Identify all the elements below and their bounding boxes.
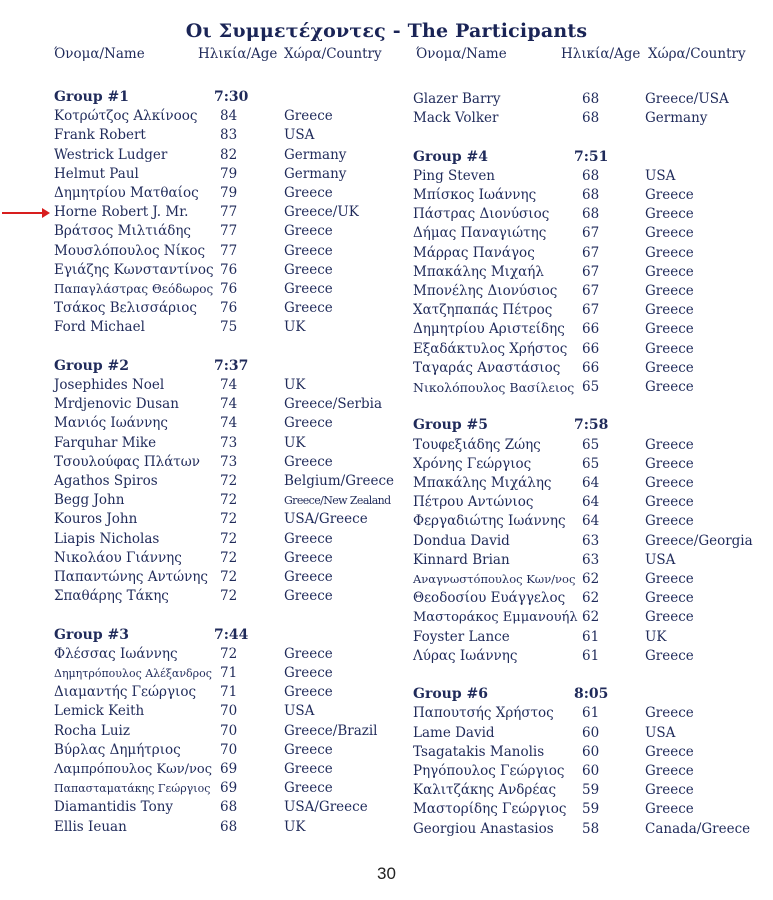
participant-age: 62 [582,609,600,626]
participant-name: Agathos Spiros [54,473,158,489]
participant-country: Greece [284,588,333,605]
participant-name: Μαστοράκος Εμμανουήλ [413,610,578,626]
participant-age: 61 [582,647,600,664]
participant-name: Kinnard Brian [413,551,510,568]
participant-country: Greece [645,590,694,607]
participant-age: 68 [582,187,600,203]
page-title: Οι Συμμετέχοντες - The Participants [185,20,588,42]
participant-country: Greece [284,741,333,758]
participant-age: 58 [582,820,600,837]
participant-age: 61 [582,628,600,645]
participant-country: Greece/New Zealand [284,494,391,508]
participant-age: 72 [220,645,238,662]
participant-name: Μανιός Ιωάννης [54,415,168,432]
participant-age: 71 [220,665,238,681]
participant-age: 72 [220,473,238,489]
participant-age: 72 [220,492,238,509]
participant-name: Νικολόπουλος Βασίλειος [413,380,575,395]
participant-country: Germany [284,146,347,163]
participant-country: Greece [284,665,333,681]
participant-name: Δημητρίου Αριστείδης [413,321,565,338]
group-name: Group #4 [413,148,488,165]
participant-country: Greece [284,569,333,585]
participant-age: 67 [582,263,600,280]
participant-country: UK [645,628,667,645]
participant-country: USA [645,551,676,568]
participant-age: 72 [220,530,238,547]
participant-name: Τουφεξιάδης Ζώης [413,436,541,453]
participant-name: Frank Robert [54,127,146,144]
participant-country: UK [284,818,306,835]
participant-country: Greece [284,415,333,432]
participant-name: Μουσλόπουλος Νίκος [54,242,206,259]
participant-name: Μπονέλης Διονύσιος [413,283,558,299]
participant-country: Greece [645,206,694,223]
participant-age: 70 [220,722,238,739]
participant-age: 67 [582,302,600,319]
participant-country: Greece [284,645,333,662]
participant-name: Georgiou Anastasios [413,820,554,837]
participant-country: USA [645,167,676,184]
participant-name: Κοτρώτζος Αλκίνοος [54,108,198,125]
participant-name: Mack Volker [413,110,499,127]
participant-age: 72 [220,588,238,605]
participant-age: 74 [220,415,238,432]
participant-age: 65 [582,455,600,472]
participant-country: Greece [645,340,694,357]
participant-country: Greece [645,244,694,261]
participant-country: Greece [284,453,333,470]
participant-age: 76 [220,300,238,317]
participant-name: Πέτρου Αντώνιος [413,494,534,511]
participant-name: Ford Michael [54,319,145,336]
participant-name: Foyster Lance [413,628,510,645]
participant-age: 72 [220,569,238,585]
participant-age: 68 [220,799,238,816]
participant-age: 68 [582,167,600,184]
participant-name: Φλέσσας Ιωάννης [54,645,178,662]
participant-name: Παπασταματάκης Γεώργιος [54,782,211,796]
participant-age: 84 [220,108,238,125]
participant-country: Greece [284,684,333,701]
participant-age: 71 [220,684,238,701]
participant-country: Greece [645,359,694,376]
header-country-right: Χώρα/Country [648,46,746,62]
participant-age: 62 [582,571,600,587]
participant-name: Δήμας Παναγιώτης [413,225,547,242]
participant-name: Mrdjenovic Dusan [54,396,179,413]
header-age-right: Ηλικία/Age [561,46,641,62]
participant-country: Greece [284,223,333,240]
participant-country: Greece [645,763,694,779]
participant-age: 73 [220,434,238,451]
participant-country: UK [284,377,306,393]
group-start-time: 7:37 [214,357,249,374]
participant-name: Diamantidis Tony [54,799,174,816]
participant-country: Greece [284,185,333,201]
participant-country: Greece [284,242,333,259]
participant-country: Greece [645,475,694,491]
participant-age: 77 [220,223,238,240]
participant-country: Greece [284,761,333,777]
participant-name: Farquhar Mike [54,434,157,451]
participant-country: Greece [645,782,694,799]
participant-country: Greece [645,513,694,530]
group-name: Group #6 [413,686,488,703]
participant-country: Greece [645,187,694,203]
participant-age: 75 [220,319,238,336]
participant-age: 83 [220,127,238,144]
participant-name: Liapis Nicholas [54,530,160,547]
participant-age: 60 [582,743,600,760]
participant-age: 68 [220,818,238,835]
participant-country: Greece [284,530,333,547]
participant-name: Μαστορίδης Γεώργιος [413,801,567,818]
pointer-arrow-icon [2,205,50,221]
participant-name: Χατζηπαπάς Πέτρος [413,302,553,319]
group-start-time: 7:58 [574,417,609,434]
participant-name: Ταγαράς Αναστάσιος [413,359,561,376]
participant-country: Canada/Greece [645,820,751,837]
group-start-time: 7:51 [574,148,609,165]
participant-age: 74 [220,396,238,413]
participant-age: 76 [220,261,238,278]
participant-country: Greece [645,705,694,722]
participant-name: Μάρρας Πανάγος [413,244,535,261]
participant-age: 74 [220,377,238,393]
participant-age: 69 [220,761,238,777]
participant-name: Λύρας Ιωάννης [413,647,518,664]
participant-name: Θεοδοσίου Ευάγγελος [413,590,566,607]
participant-name: Μπίσκος Ιωάννης [413,187,537,203]
participant-country: Greece [645,263,694,280]
participant-country: Greece [284,281,333,297]
participant-country: USA [284,127,315,144]
header-name-left: Όνομα/Name [54,46,145,62]
participant-country: Greece [284,261,333,278]
participant-country: USA [645,724,676,741]
participant-age: 68 [582,206,600,223]
participant-age: 62 [582,590,600,607]
group-start-time: 7:44 [214,626,249,643]
participant-name: Westrick Ludger [54,146,168,163]
participant-age: 66 [582,359,600,376]
participant-age: 70 [220,741,238,758]
participant-name: Εξαδάκτυλος Χρήστος [413,340,568,357]
participant-country: Greece/UK [284,204,359,221]
participant-age: 69 [220,780,238,797]
participant-age: 72 [220,511,238,528]
participant-age: 63 [582,532,600,549]
participant-name: Δημητρόπουλος Αλέξανδρος [54,667,212,680]
participant-age: 68 [582,110,600,127]
participant-country: Greece [645,225,694,242]
participant-age: 82 [220,146,238,163]
participant-age: 76 [220,281,238,297]
participant-age: 72 [220,549,238,566]
participant-name: Ρηγόπουλος Γεώργιος [413,763,565,779]
participant-age: 61 [582,705,600,722]
participant-name: Τσουλούφας Πλάτων [54,453,200,470]
participant-country: Greece [645,743,694,760]
participant-country: Greece/Georgia [645,532,753,549]
group-name: Group #2 [54,357,129,374]
participant-name: Δημητρίου Ματθαίος [54,185,199,201]
participant-name: Καλιτζάκης Ανδρέας [413,782,557,799]
participant-name: Πάστρας Διονύσιος [413,206,550,223]
group-start-time: 8:05 [574,686,609,703]
participant-country: UK [284,434,306,451]
participant-name: Λαμπρόπουλος Κων/νος [54,762,212,777]
participant-country: Greece/Brazil [284,722,378,739]
participant-age: 77 [220,204,238,221]
participant-country: Greece [645,302,694,319]
participant-age: 67 [582,244,600,261]
participant-age: 59 [582,801,600,818]
participant-name: Lame David [413,724,495,741]
participant-name: Kouros John [54,511,138,528]
participant-name: Dondua David [413,532,510,549]
participant-age: 79 [220,165,238,182]
participant-name: Lemick Keith [54,703,145,720]
participant-name: Ping Steven [413,167,496,184]
participant-name: Παπαγλάστρας Θεόδωρος [54,282,214,296]
participant-name: Τσάκος Βελισσάριος [54,300,197,317]
participant-country: Greece [645,436,694,453]
group-name: Group #3 [54,626,129,643]
participant-country: USA/Greece [284,799,368,816]
participant-country: Greece [645,571,694,587]
participant-name: Glazer Barry [413,91,501,107]
participant-name: Εγιάζης Κωνσταντίνος [54,261,214,278]
participant-age: 59 [582,782,600,799]
participant-age: 68 [582,91,600,107]
participant-name: Horne Robert J. Mr. [54,204,189,221]
group-name: Group #5 [413,417,488,434]
participant-age: 73 [220,453,238,470]
participant-age: 63 [582,551,600,568]
participant-name: Μπακάλης Μιχάλης [413,475,552,491]
participant-country: Greece [645,455,694,472]
header-country-left: Χώρα/Country [284,46,382,62]
participant-country: Greece [645,609,694,626]
participant-country: Greece [645,379,694,395]
participant-name: Χρόνης Γεώργιος [413,455,532,472]
participant-age: 66 [582,340,600,357]
header-age-left: Ηλικία/Age [198,46,278,62]
participant-country: Belgium/Greece [284,473,394,489]
participant-country: Greece [645,494,694,511]
page-number: 30 [377,864,396,883]
participant-name: Tsagatakis Manolis [413,743,545,760]
participant-age: 67 [582,225,600,242]
participant-age: 64 [582,494,600,511]
participant-age: 66 [582,321,600,338]
participant-age: 79 [220,185,238,201]
group-name: Group #1 [54,89,129,105]
participant-name: Helmut Paul [54,165,139,182]
participant-country: Greece [284,549,333,566]
participant-country: Greece [645,647,694,664]
participant-name: Ellis Ieuan [54,818,127,835]
participant-name: Παπουτσής Χρήστος [413,705,554,722]
participant-country: Greece [645,283,694,299]
participant-country: Greece [645,801,694,818]
participant-name: Παπαντώνης Αντώνης [54,569,208,585]
participant-name: Φεργαδιώτης Ιωάννης [413,513,566,530]
participant-name: Βράτσος Μιλτιάδης [54,223,191,240]
participant-name: Josephides Noel [54,377,165,393]
group-start-time: 7:30 [214,89,249,105]
participant-age: 60 [582,724,600,741]
participant-name: Μπακάλης Μιχαήλ [413,263,544,280]
participant-name: Rocha Luiz [54,722,130,739]
participant-name: Begg John [54,492,125,509]
participant-age: 67 [582,283,600,299]
participant-country: Germany [284,165,347,182]
participant-country: Greece [645,321,694,338]
participant-age: 65 [582,436,600,453]
participant-age: 77 [220,242,238,259]
participant-name: Αναγνωστόπουλος Κων/νος [413,572,576,586]
participant-name: Διαμαντής Γεώργιος [54,684,197,701]
participant-country: USA [284,703,315,720]
participant-age: 65 [582,379,600,395]
header-name-right: Όνομα/Name [416,46,507,62]
participant-country: Germany [645,110,708,127]
participant-country: Greece/USA [645,91,729,107]
participant-country: Greece [284,780,333,797]
participant-country: Greece [284,108,333,125]
participant-age: 70 [220,703,238,720]
participant-name: Σπαθάρης Τάκης [54,588,169,605]
participant-country: USA/Greece [284,511,368,528]
participant-name: Νικολάου Γιάννης [54,549,182,566]
participant-country: Greece [284,300,333,317]
participant-age: 64 [582,475,600,491]
participant-country: UK [284,319,306,336]
participant-age: 64 [582,513,600,530]
participant-country: Greece/Serbia [284,396,383,413]
participant-age: 60 [582,763,600,779]
participant-name: Βύρλας Δημήτριος [54,741,181,758]
